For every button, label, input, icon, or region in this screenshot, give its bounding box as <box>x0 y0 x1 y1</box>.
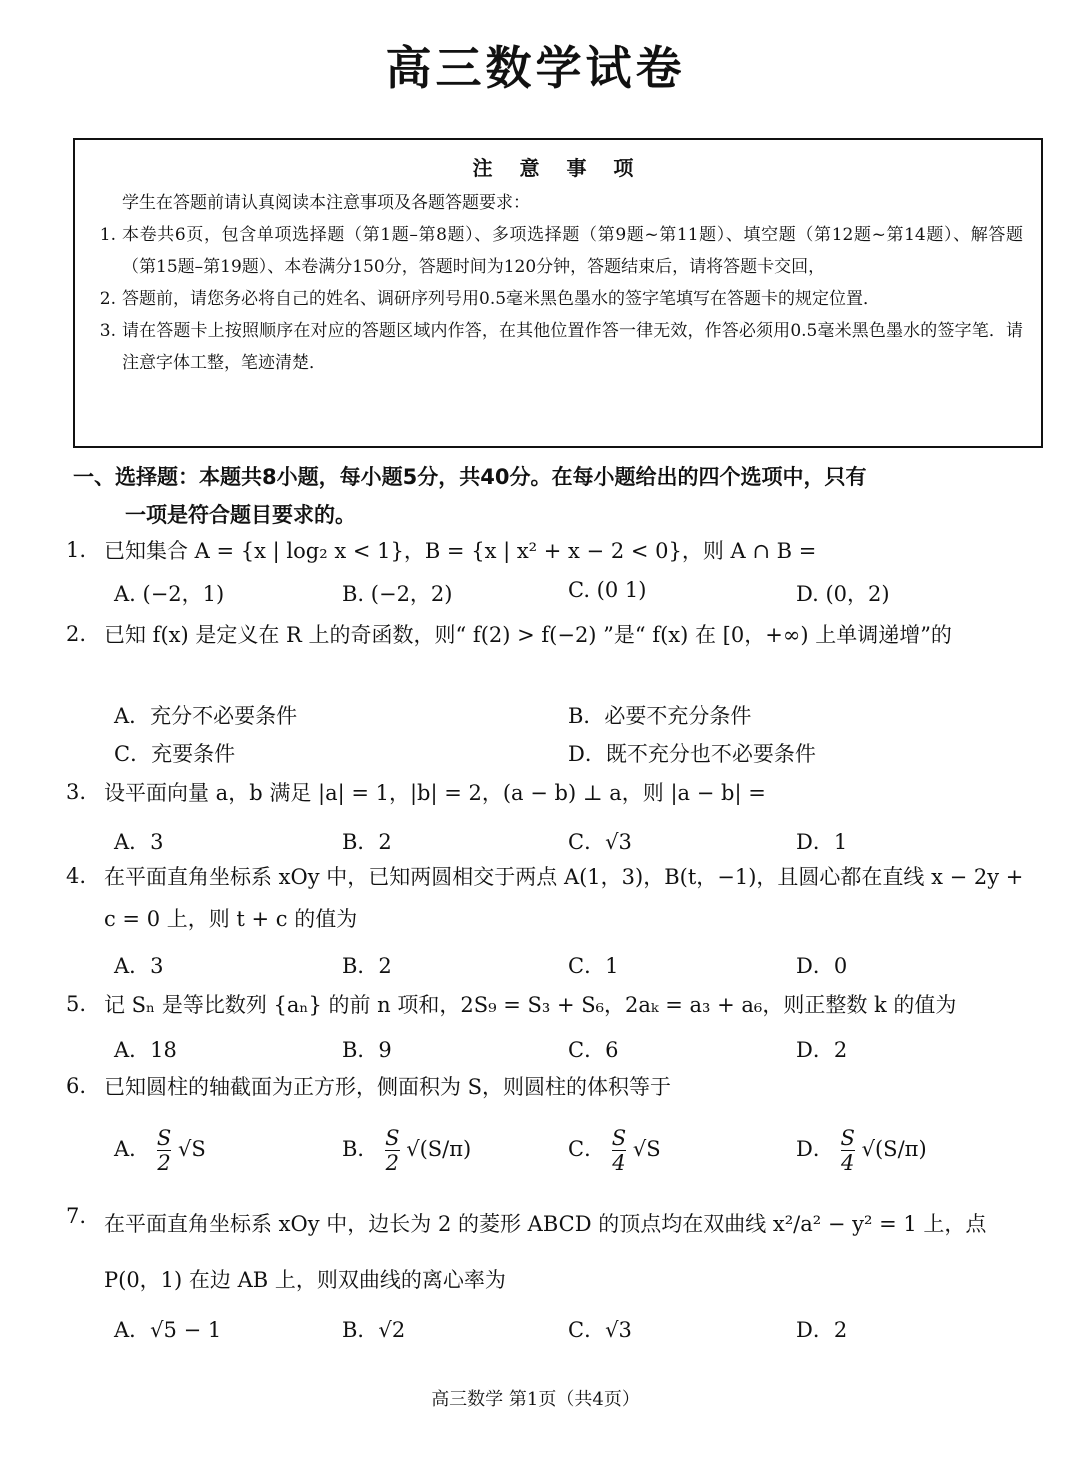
question-2 <box>66 614 1036 656</box>
option-a <box>114 1126 206 1175</box>
radical: √(S/π) <box>861 1137 927 1161</box>
question-number: 7. <box>66 1204 87 1228</box>
question-number: 6. <box>66 1074 87 1098</box>
question-number: 3. <box>66 780 87 804</box>
page-title: 高三数学试卷 <box>385 41 686 95</box>
fraction-numerator: S <box>156 1126 172 1150</box>
fraction <box>841 1126 855 1175</box>
option-a: A．√5 − 1 <box>114 1318 222 1342</box>
option-d: D. (0，2) <box>796 582 890 606</box>
question-stem: 已知圆柱的轴截面为正方形，侧面积为 S，则圆柱的体积等于 <box>104 1075 672 1099</box>
option-c: C．6 <box>568 1038 619 1062</box>
radical: √(S/π) <box>406 1137 472 1161</box>
page-footer: 高三数学 第1页（共4页） <box>431 1389 640 1410</box>
question-stem: 已知集合 A = {x | log₂ x < 1}，B = {x | x² + x − 2 < 0}，则 A ∩ B = <box>104 539 817 563</box>
question-3 <box>66 772 1036 814</box>
notice-item <box>75 219 1041 283</box>
notice-item-number: 2. <box>99 289 116 309</box>
option-d: D．1 <box>796 830 848 854</box>
option-label: C． <box>568 1137 606 1161</box>
notice-item-text: 答题前，请您务必将自己的姓名、调研序列号用0.5毫米黑色墨水的签字笔填写在答题卡的规定位置． <box>122 289 881 309</box>
option-d <box>796 1126 927 1175</box>
fraction-denominator: 2 <box>385 1151 399 1175</box>
radical: √S <box>632 1137 661 1161</box>
notice-box <box>73 138 1043 448</box>
option-b: B. (−2，2) <box>342 582 453 606</box>
option-a: A．18 <box>114 1038 177 1062</box>
option-a: A. (−2，1) <box>114 582 225 606</box>
notice-item-text: 本卷共6页，包含单项选择题（第1题–第8题）、多项选择题（第9题~第11题）、填空题（第12题~第14题）、解答题（第15题–第19题）、本卷满分150分，答题时间为120分钟，答题结束后，请将答题卡交回， <box>122 225 1023 277</box>
option-c: C．1 <box>568 954 619 978</box>
option-c: C．√3 <box>568 830 632 854</box>
option-b: B．√2 <box>342 1318 406 1342</box>
question-number: 4. <box>66 864 87 888</box>
fraction-numerator: S <box>385 1126 400 1150</box>
notice-heading: 注 意 事 项 <box>472 156 644 180</box>
question-1 <box>66 530 1036 572</box>
radical: √S <box>177 1137 206 1161</box>
option-c <box>568 1126 661 1175</box>
option-b: B．2 <box>342 954 392 978</box>
fraction-denominator: 2 <box>157 1151 171 1175</box>
question-number: 2. <box>66 622 87 646</box>
option-d: D．2 <box>796 1318 848 1342</box>
question-6 <box>66 1066 1036 1108</box>
fraction-numerator: S <box>611 1126 627 1150</box>
notice-item <box>75 315 1041 379</box>
notice-item <box>75 283 1041 315</box>
option-c: C．充要条件 <box>114 742 236 766</box>
fraction-denominator: 4 <box>612 1151 626 1175</box>
question-number: 5. <box>66 992 87 1016</box>
notice-item-number: 1. <box>99 225 116 245</box>
option-d: D．0 <box>796 954 848 978</box>
section-heading-line1: 一、选择题：本题共8小题，每小题5分，共40分。在每小题给出的四个选项中，只有 <box>73 465 867 489</box>
question-4 <box>66 856 1036 940</box>
question-stem: 已知 f(x) 是定义在 R 上的奇函数，则“ f(2) > f(−2) ”是“ f(x) 在 [0，+∞) 上单调递增”的 <box>104 623 952 647</box>
option-b <box>342 1126 471 1175</box>
option-d: D．2 <box>796 1038 848 1062</box>
section-heading-line2: 一项是符合题目要求的。 <box>125 503 356 527</box>
option-label: D． <box>796 1137 834 1161</box>
fraction <box>385 1126 399 1175</box>
option-a: A．3 <box>114 954 164 978</box>
option-c: C．√3 <box>568 1318 632 1342</box>
fraction-denominator: 4 <box>841 1151 855 1175</box>
question-number: 1. <box>66 538 87 562</box>
notice-item-number: 3. <box>99 321 116 341</box>
question-stem: 在平面直角坐标系 xOy 中，已知两圆相交于两点 A(1，3)，B(t，−1)，且圆心都在直线 x − 2y + c = 0 上，则 t + c 的值为 <box>104 865 1024 931</box>
question-7 <box>66 1196 1036 1308</box>
option-b: B．必要不充分条件 <box>568 704 752 728</box>
question-stem: 记 Sₙ 是等比数列 {aₙ} 的前 n 项和，2S₉ = S₃ + S₆，2aₖ = a₃ + a₆，则正整数 k 的值为 <box>104 993 957 1017</box>
option-label: A． <box>114 1137 151 1161</box>
option-b: B．9 <box>342 1038 392 1062</box>
question-stem: 在平面直角坐标系 xOy 中，边长为 2 的菱形 ABCD 的顶点均在双曲线 x²/a² − y² = 1 上，点 P(0，1) 在边 AB 上，则双曲线的离心率为 <box>104 1212 987 1292</box>
option-b: B．2 <box>342 830 392 854</box>
notice-item-text: 请在答题卡上按照顺序在对应的答题区域内作答，在其他位置作答一律无效，作答必须用0.5毫米黑色墨水的签字笔．请注意字体工整，笔迹清楚． <box>122 321 1023 373</box>
fraction <box>157 1126 171 1175</box>
fraction-numerator: S <box>840 1126 855 1150</box>
option-label: B． <box>342 1137 379 1161</box>
question-stem: 设平面向量 a，b 满足 |a| = 1，|b| = 2，(a − b) ⊥ a，则 |a − b| = <box>104 781 766 805</box>
option-d: D．既不充分也不必要条件 <box>568 742 816 766</box>
question-5 <box>66 984 1036 1026</box>
option-a: A．3 <box>114 830 164 854</box>
option-a: A．充分不必要条件 <box>114 704 298 728</box>
fraction <box>612 1126 626 1175</box>
notice-intro: 学生在答题前请认真阅读本注意事项及各题答题要求： <box>122 193 530 213</box>
section-heading <box>73 458 1033 534</box>
option-c: C. (0 1) <box>568 578 647 602</box>
